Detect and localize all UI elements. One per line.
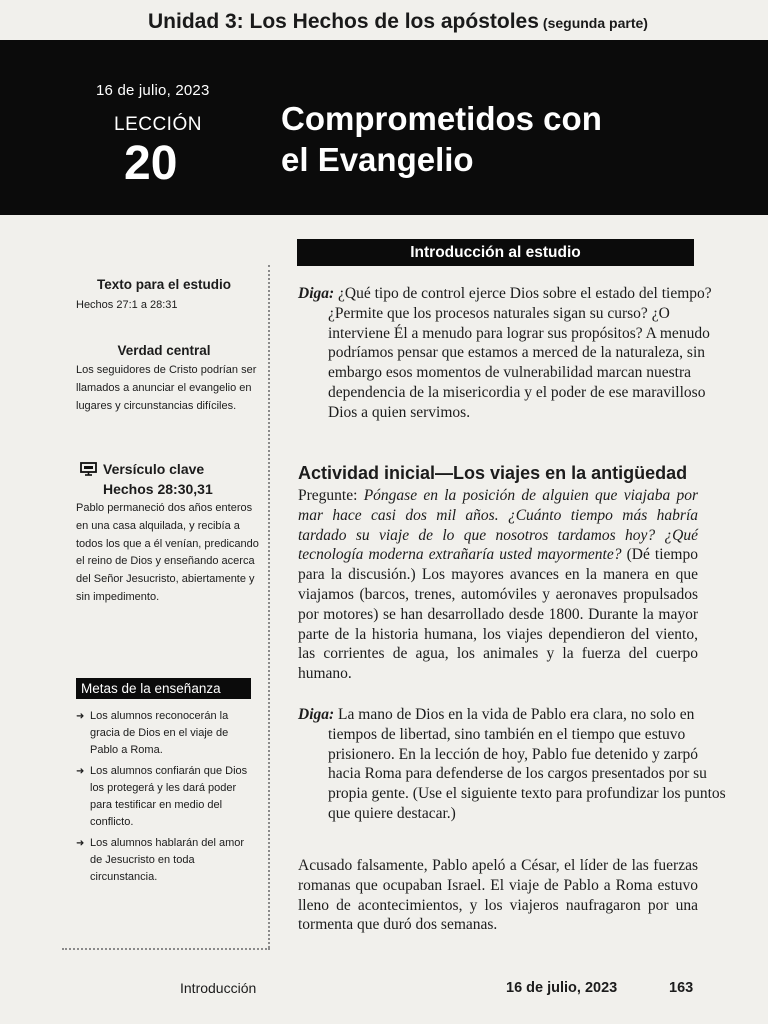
lesson-number: 20: [124, 137, 178, 190]
list-item: ➜ Los alumnos reconocerán la gracia de Dios en el viaje de Pablo a Roma.: [76, 710, 229, 756]
lesson-banner: [0, 40, 768, 215]
intro-text: ¿Qué tipo de control ejerce Dios sobre el estado del tiempo? ¿Permite que los procesos naturales sigan su curso? ¿O interviene Él a menudo para lograr sus propósitos? A menudo podríamos pensar que estamos a merced de la naturaleza, sin embargo esos momentos de vulnerabilidad marcan nuestra dependencia de la misericordia y el poder de ese maravilloso Dios a quien servimos.: [328, 285, 712, 421]
key-verse-heading-block: [80, 460, 265, 498]
lesson-title: [281, 98, 602, 180]
lesson-date: 16 de julio, 2023: [96, 82, 210, 99]
goals-heading: Metas de la enseñanza: [76, 678, 251, 699]
activity-text: (Dé tiempo para la discusión.) Los mayores avances en la manera en que viajamos (barcos, trenes, automóviles y aeronaves propulsados por motores) se han desarrollado desde 1800. Durante la mayor parte de la historia humana, los viajes dependieron del viento, las corrientes de agua, los animales y la fuerza del cuerpo humano.: [298, 546, 698, 683]
lesson-title-line1: Comprometidos con: [281, 100, 602, 137]
lesson-title-line2: el Evangelio: [281, 141, 474, 178]
central-truth-heading: Verdad central: [117, 343, 211, 358]
key-verse-heading: Versículo clave: [103, 461, 205, 477]
key-verse-reference: Hechos 28:30,31: [103, 481, 213, 497]
footer-section: Introducción: [180, 980, 257, 996]
intro-heading: Introducción al estudio: [297, 239, 694, 266]
activity-title: Actividad inicial—Los viajes en la antigüedad: [298, 463, 688, 483]
sidebar: [62, 265, 272, 950]
list-item: ➜ Los alumnos hablarán del amor de Jesucristo en toda circunstancia.: [76, 837, 245, 883]
body-paragraph: Acusado falsamente, Pablo apeló a César, el líder de las fuerzas romanas que ocupaban Israel. El viaje de Pablo a Roma estuvo lleno de acontecimientos, y los viajeros naufragaron por una tormenta que duró dos semanas.: [298, 857, 698, 934]
say-label-2: Diga:: [298, 706, 335, 723]
unit-title: Unidad 3: Los Hechos de los apóstoles: [148, 10, 539, 33]
ask-label: Pregunte:: [298, 487, 358, 504]
say-text-2: La mano de Dios en la vida de Pablo era clara, no solo en tiempos de libertad, sino también en el tiempo que estuvo prisionero. En la lección de hoy, Pablo fue detenido y zarpó hacia Roma para defenderse de los cargos presentados por su propia gente. (Use el siguiente texto para profundizar los puntos que quiere destacar.): [328, 706, 726, 822]
study-text-reference: Hechos 27:1 a 28:31: [76, 299, 178, 311]
activity-question: Póngase en la posición de alguien que viajaba por mar hace casi dos mil años. ¿Cuánto tiempo más habría tardado su viaje de lo que nosotros tardamos hoy? ¿Qué tecnología moderna extrañaría usted mayormente?: [298, 487, 698, 564]
page-number: 163: [669, 980, 694, 996]
unit-header: [148, 10, 648, 34]
intro-paragraph: [298, 284, 728, 423]
goals-list: [76, 708, 256, 890]
arrow-right-icon: ➜: [76, 711, 85, 722]
study-text-heading: Texto para el estudio: [96, 277, 232, 292]
key-verse-text: Pablo permaneció dos años enteros en una casa alquilada, y recibía a todos los que a él venían, predicando el reino de Dios y enseñando acerca del Señor Jesucristo, abiertamente y sin impedimento.: [76, 502, 259, 603]
central-truth-text: Los seguidores de Cristo podrían ser llamados a anunciar el evangelio en lugares y circunstancias difíciles.: [76, 364, 257, 412]
lesson-label: LECCIÓN: [114, 114, 202, 135]
unit-subtitle: (segunda parte): [542, 15, 648, 31]
arrow-right-icon: ➜: [76, 838, 85, 849]
list-item: ➜ Los alumnos confiarán que Dios los protegerá y les dará poder para testificar en medio del conflicto.: [76, 765, 248, 828]
arrow-right-icon: ➜: [76, 766, 85, 777]
say-paragraph-2: [298, 705, 728, 824]
say-label: Diga:: [298, 285, 335, 302]
sidebar-border-bottom: [62, 948, 270, 950]
presentation-screen-icon: [80, 462, 97, 480]
sidebar-border-right: [268, 265, 270, 948]
footer-date: 16 de julio, 2023: [506, 980, 618, 996]
activity-paragraph: [298, 486, 698, 684]
